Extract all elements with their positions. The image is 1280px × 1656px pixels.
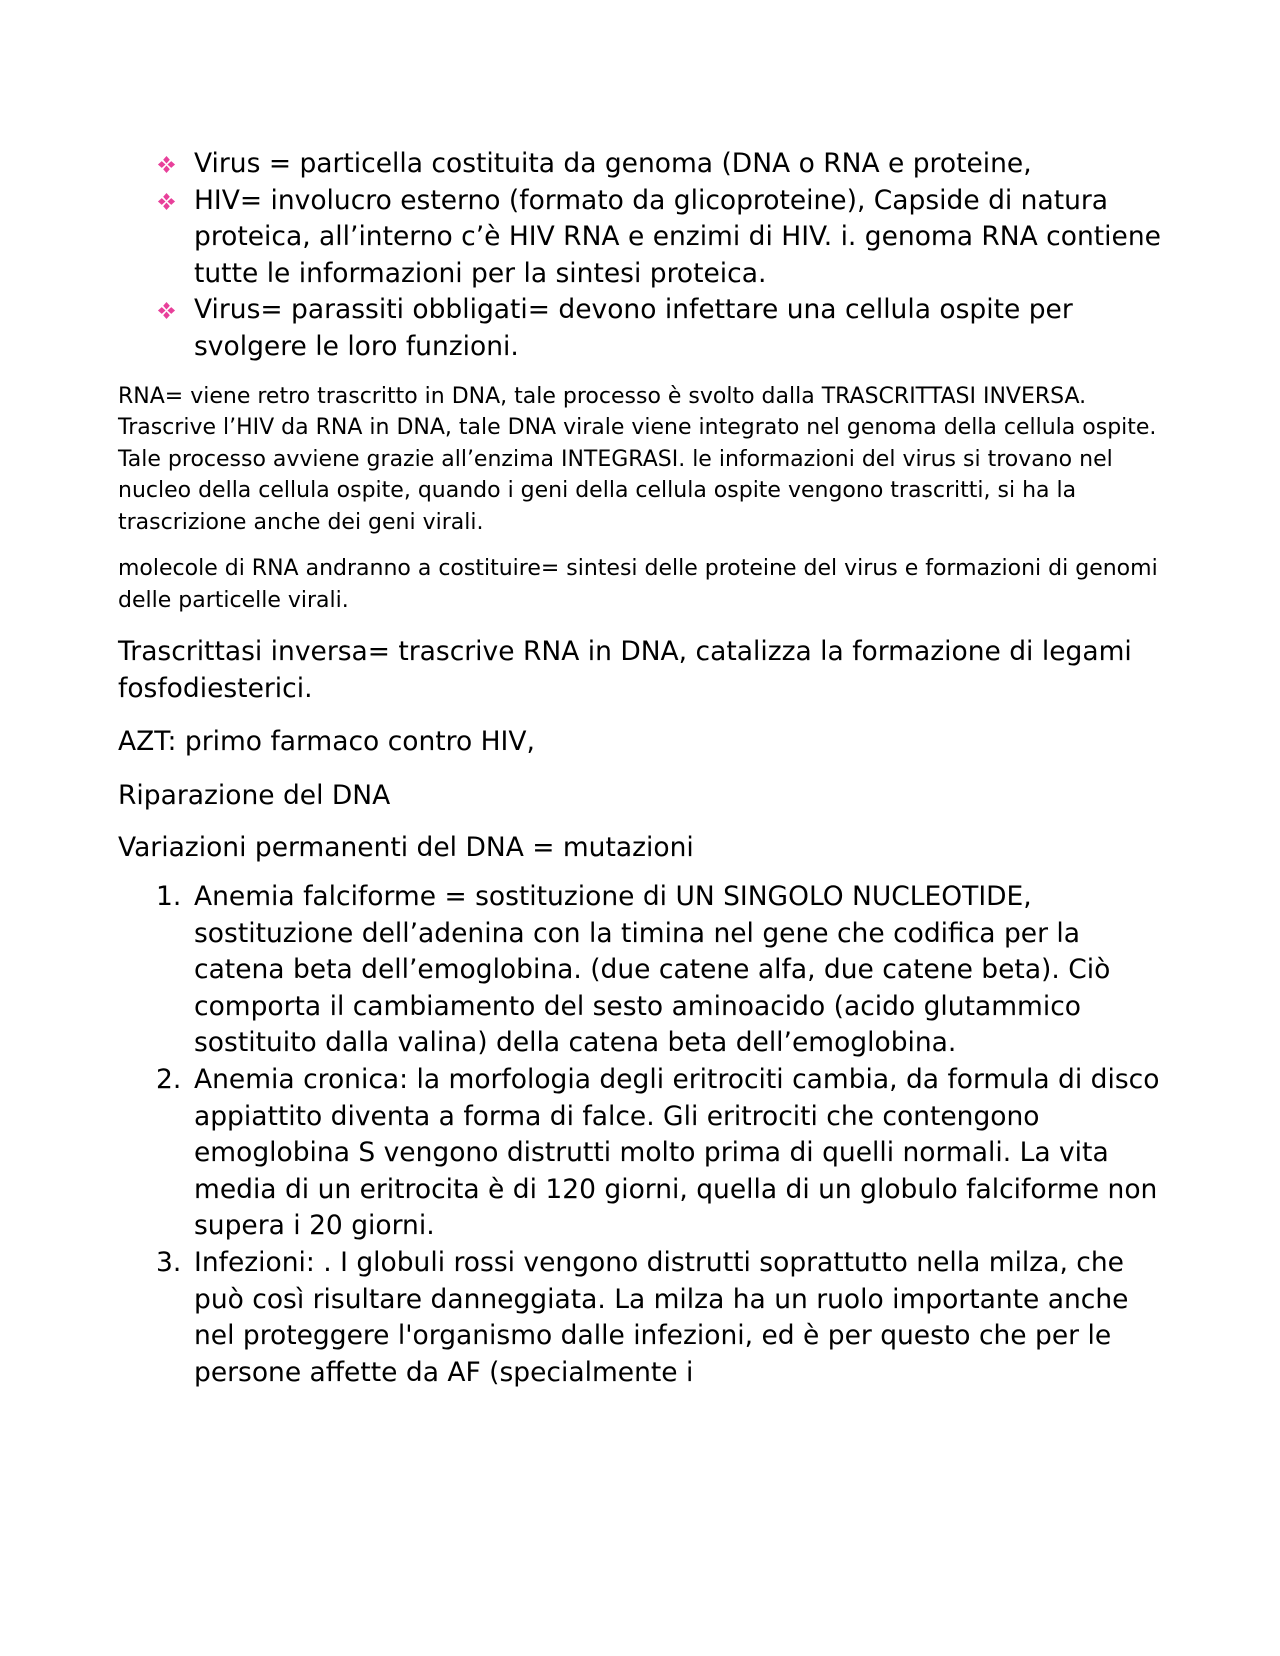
paragraph-molecole: molecole di RNA andranno a costituire= sintesi delle proteine del virus e formazioni di genomi delle particelle virali. xyxy=(118,556,1158,613)
paragraph-trascrittasi: Trascrittasi inversa= trascrive RNA in DNA, catalizza la formazione di legami fosfodiesterici. xyxy=(118,636,1132,704)
item-text: Anemia falciforme = sostituzione di UN SINGOLO NUCLEOTIDE, sostituzione dell’adenina con la timina nel gene che codifica per la catena beta dell’emoglobina. (due catene alfa, due catene beta). Ciò comporta il cambiamento del sesto aminoacido (acido glutammico sostituito dalla valina) della catena beta dell’emoglobina. xyxy=(194,881,1111,1059)
numbered-item xyxy=(118,1062,1168,1245)
paragraph-rna: RNA= viene retro trascritto in DNA, tale processo è svolto dalla TRASCRITTASI INVERSA. Trascrive l’HIV da RNA in DNA, tale DNA virale viene integrato nel genoma della cellula ospite. Tale processo avviene grazie all’enzima INTEGRASI. le informazioni del virus si trovano nel nucleo della cellula ospite, quando i geni della cellula ospite vengono trascritti, si ha la trascrizione anche dei geni virali. xyxy=(118,383,1157,535)
numbered-list xyxy=(118,879,1168,1391)
numbered-item xyxy=(118,1245,1168,1391)
paragraph-azt: AZT: primo farmaco contro HIV, xyxy=(118,726,535,758)
item-number: 1. xyxy=(156,881,182,913)
diamond-dots-icon xyxy=(157,192,176,211)
bullet-item xyxy=(118,146,1168,183)
document-content xyxy=(118,146,1168,1391)
diamond-dots-icon xyxy=(157,155,176,174)
numbered-item xyxy=(118,879,1168,1062)
item-number: 3. xyxy=(156,1246,182,1278)
bullet-list xyxy=(118,146,1168,366)
paragraph-variazioni: Variazioni permanenti del DNA = mutazioni xyxy=(118,832,694,864)
bullet-item xyxy=(118,292,1168,365)
bullet-text: Virus = particella costituita da genoma (DNA o RNA e proteine, xyxy=(194,148,1032,179)
item-text: Anemia cronica: la morfologia degli eritrociti cambia, da formula di disco appiattito diventa a forma di falce. Gli eritrociti che contengono emoglobina S vengono distrutti molto prima di quelli normali. La vita media di un eritrocita è di 120 giorni, quella di un globulo falciforme non supera i 20 giorni. xyxy=(194,1064,1160,1242)
heading-riparazione: Riparazione del DNA xyxy=(118,779,391,811)
item-text: Infezioni: . I globuli rossi vengono distrutti soprattutto nella milza, che può così risultare danneggiata. La milza ha un ruolo importante anche nel proteggere l'organismo dalle infezioni, ed è per questo che per le persone affette da AF (specialmente i xyxy=(194,1246,1129,1388)
bullet-item xyxy=(118,183,1168,293)
bullet-text: Virus= parassiti obbligati= devono infettare una cellula ospite per svolgere le loro funzioni. xyxy=(194,294,1073,362)
diamond-dots-icon xyxy=(157,301,176,320)
item-number: 2. xyxy=(156,1064,182,1095)
bullet-text: HIV= involucro esterno (formato da glicoproteine), Capside di natura proteica, all’interno c’è HIV RNA e enzimi di HIV. i. genoma RNA contiene tutte le informazioni per la sintesi proteica. xyxy=(194,184,1161,289)
